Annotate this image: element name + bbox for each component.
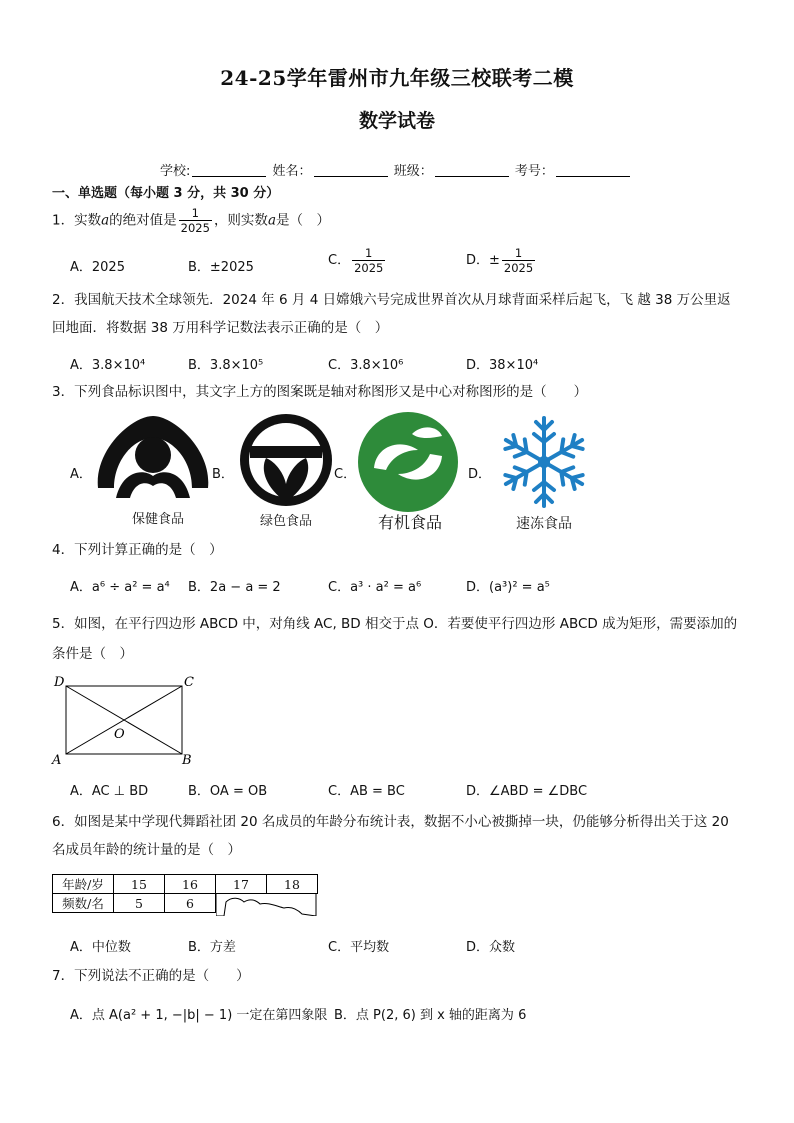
q1-text-before: 1．实数 xyxy=(52,212,102,229)
q3-option-a[interactable]: A． xyxy=(70,467,92,482)
table-header-age: 年龄/岁 xyxy=(53,875,114,894)
q2-option-b[interactable]: B．3.8×10⁵ xyxy=(188,358,264,373)
q1-option-c[interactable]: C． $\frac{1}{2025}$ xyxy=(328,246,384,275)
table-row xyxy=(53,875,318,894)
q3-option-c[interactable]: C． xyxy=(334,467,357,482)
q2-option-d[interactable]: D．38×10⁴ xyxy=(466,358,539,373)
student-info-line xyxy=(160,160,632,179)
exam-no-label: 考号： xyxy=(514,164,554,179)
table-header-count: 频数/名 xyxy=(53,894,114,913)
q1-text-end: 是（ ） xyxy=(276,212,330,229)
class-label: 班级： xyxy=(393,164,433,179)
q1-option-b[interactable]: B．±2025 xyxy=(188,260,254,275)
q3-option-b[interactable]: B． xyxy=(212,467,234,482)
table-cell: 16 xyxy=(165,875,216,894)
q3-caption-a: 保健食品 xyxy=(131,512,184,527)
q6-line-1: 6．如图是某中学现代舞蹈社团 20 名成员的年龄分布统计表，数据不小心被撕掉一块，仍能够分析得出关于这 20 xyxy=(52,814,729,830)
q2-option-a[interactable]: A．3.8×10⁴ xyxy=(70,358,146,373)
section-title: 一、单选题（每小题 3 分，共 30 分） xyxy=(52,186,280,201)
q7-text: 7．下列说法不正确的是（ ） xyxy=(52,968,250,984)
q3-option-d[interactable]: D． xyxy=(468,467,492,482)
parallelogram-figure xyxy=(50,672,200,766)
exam-no-blank[interactable] xyxy=(556,163,630,177)
q5-option-a[interactable]: A．AC ⊥ BD xyxy=(70,784,149,799)
q5-line-1: 5．如图，在平行四边形 ABCD 中，对角线 AC, BD 相交于点 O．若要使平行四边形 ABCD 成为矩形，需要添加的 xyxy=(52,616,738,632)
exam-subtitle: 数学试卷 xyxy=(358,110,435,132)
q1-var-a: a xyxy=(101,212,110,229)
q5-option-d[interactable]: D．∠ABD = ∠DBC xyxy=(466,784,588,799)
q6-option-a[interactable]: A．中位数 xyxy=(70,940,131,955)
q5-option-c[interactable]: C．AB = BC xyxy=(328,784,405,799)
exam-title: 24-25学年雷州市九年级三校联考二模 xyxy=(220,66,574,90)
table-cell: 15 xyxy=(114,875,165,894)
name-label: 姓名： xyxy=(272,164,312,179)
table-cell: 18 xyxy=(267,875,318,894)
q3-text: 3．下列食品标识图中，其文字上方的图案既是轴对称图形又是中心对称图形的是（ ） xyxy=(52,384,588,400)
school-label: 学校: xyxy=(160,164,191,179)
table-cell: 17 xyxy=(216,875,267,894)
name-blank[interactable] xyxy=(314,163,388,177)
age-frequency-table xyxy=(52,874,318,913)
q1-option-c-fraction: $\frac{1}{2025}$ xyxy=(354,246,384,275)
school-blank[interactable] xyxy=(192,163,266,177)
q2-line-2: 回地面．将数据 38 万用科学记数法表示正确的是（ ） xyxy=(52,320,389,336)
q5-line-2: 条件是（ ） xyxy=(52,646,133,662)
q3-caption-b: 绿色食品 xyxy=(259,514,312,529)
label-o: O xyxy=(114,727,125,742)
table-cell: 5 xyxy=(114,894,165,913)
table-row xyxy=(53,894,318,913)
table-cell: 6 xyxy=(165,894,216,913)
q2-option-c[interactable]: C．3.8×10⁶ xyxy=(328,358,404,373)
q1-option-d[interactable]: D．± $\frac{1}{2025}$ xyxy=(466,246,534,275)
q4-option-a[interactable]: A．a⁶ ÷ a² = a⁴ xyxy=(70,580,170,595)
q1-text-mid: 的绝对值是 xyxy=(109,212,177,229)
health-food-logo-icon xyxy=(92,410,214,500)
q3-caption-d: 速冻食品 xyxy=(516,516,572,532)
q3-caption-c: 有机食品 xyxy=(377,513,442,532)
q1-option-a[interactable]: A．2025 xyxy=(70,260,125,275)
q1-option-d-fraction: $\frac{1}{2025}$ xyxy=(503,246,534,275)
organic-food-logo-icon xyxy=(356,410,460,514)
torn-cell xyxy=(216,894,318,913)
q7-option-b[interactable]: B．点 P(2, 6) 到 x 轴的距离为 6 xyxy=(334,1008,527,1023)
label-d: D xyxy=(54,675,65,690)
torn-edge-icon xyxy=(216,894,318,916)
label-c: C xyxy=(184,675,194,690)
q6-line-2: 名成员年龄的统计量的是（ ） xyxy=(52,842,241,858)
q2-line-1: 2．我国航天技术全球领先．2024 年 6 月 4 日嫦娥六号完成世界首次从月球背面采样后起飞，飞 越 38 万公里返 xyxy=(52,292,731,308)
q1-fraction: $\frac{1}{2025}$ xyxy=(180,206,210,235)
q7-option-a[interactable]: A．点 A(a² + 1, −|b| − 1) 一定在第四象限 xyxy=(70,1008,328,1023)
q4-option-d[interactable]: D．(a³)² = a⁵ xyxy=(466,580,550,595)
question-1 xyxy=(52,206,330,235)
q4-option-c[interactable]: C．a³ · a² = a⁶ xyxy=(328,580,422,595)
label-b: B xyxy=(182,753,192,766)
q6-option-b[interactable]: B．方差 xyxy=(188,940,236,955)
class-blank[interactable] xyxy=(435,163,509,177)
label-a: A xyxy=(52,753,62,766)
q5-option-b[interactable]: B．OA = OB xyxy=(188,784,268,799)
q1-var-a2: a xyxy=(267,212,276,229)
q6-option-d[interactable]: D．众数 xyxy=(466,940,516,955)
q1-text-after: ，则实数 xyxy=(213,212,268,229)
green-food-logo-icon xyxy=(236,412,336,508)
snowflake-logo-icon xyxy=(494,412,594,512)
q4-option-b[interactable]: B．2a − a = 2 xyxy=(188,580,281,595)
q6-option-c[interactable]: C．平均数 xyxy=(328,940,390,955)
q4-text: 4．下列计算正确的是（ ） xyxy=(52,542,223,558)
